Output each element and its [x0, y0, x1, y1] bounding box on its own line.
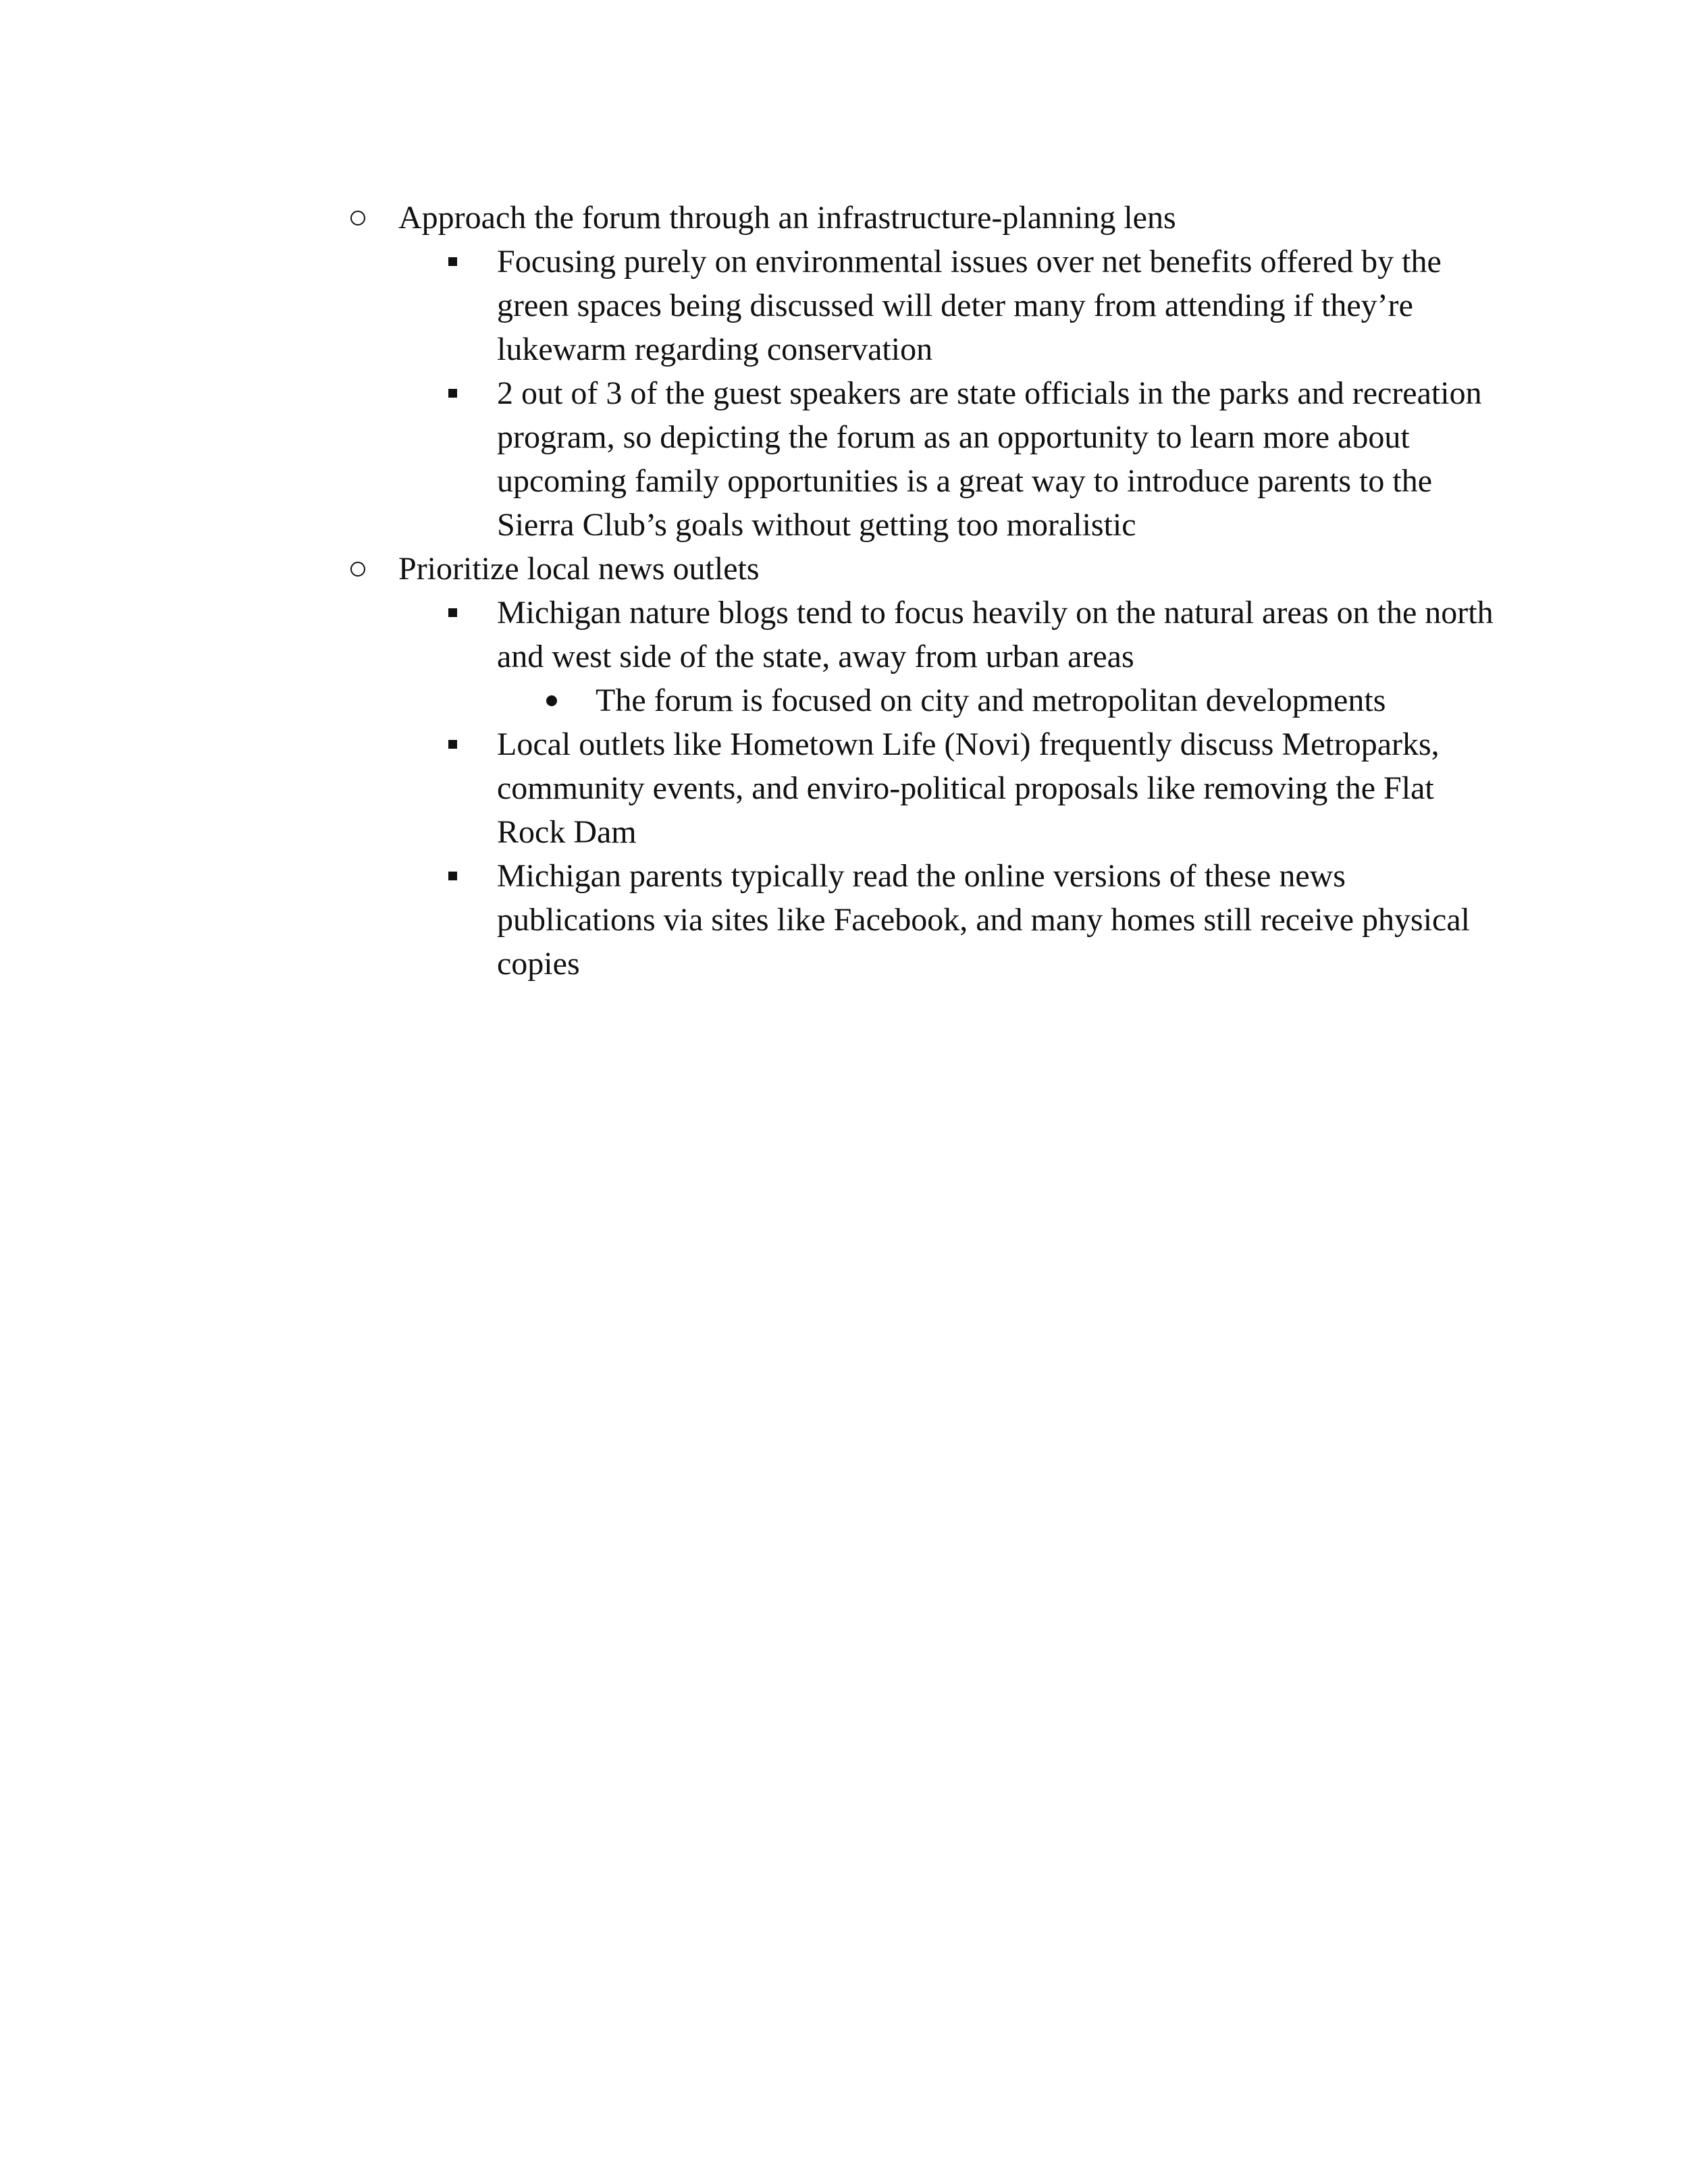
outline-item-text: Prioritize local news outlets: [398, 551, 760, 587]
outline-item-text: The forum is focused on city and metropolitan developments: [596, 683, 1386, 718]
square-bullet-icon: [444, 722, 460, 766]
outline-item-level2: [338, 240, 1499, 371]
outline-item-text: 2 out of 3 of the guest speakers are state officials in the parks and recreation program, so depicting the forum as an opportunity to learn more about upcoming family opportunities is a great way to introduce parents to the Sierra Club’s goals without getting too moralistic: [497, 375, 1482, 543]
outline-item-text: Local outlets like Hometown Life (Novi) frequently discuss Metroparks, community events, and enviro-political proposals like removing the Flat Rock Dam: [497, 726, 1440, 850]
square-bullet-icon: [444, 371, 460, 415]
ring-bullet-icon: [344, 547, 371, 591]
square-bullet-icon: [444, 854, 460, 898]
square-bullet-icon: [444, 591, 460, 635]
dot-bullet-icon: [544, 678, 560, 722]
bullet-outline: [338, 196, 1499, 986]
outline-item-level3: [338, 678, 1499, 722]
outline-item-level2: [338, 722, 1499, 854]
outline-item-text: Approach the forum through an infrastructure-planning lens: [398, 200, 1176, 236]
outline-item-text: Michigan parents typically read the online versions of these news publications via sites like Facebook, and many homes still receive physical copies: [497, 858, 1470, 982]
outline-item-level1: [338, 196, 1499, 240]
ring-bullet-icon: [344, 196, 371, 240]
outline-item-level2: [338, 591, 1499, 678]
outline-item-level2: [338, 371, 1499, 547]
outline-item-level2: [338, 854, 1499, 986]
square-bullet-icon: [444, 240, 460, 284]
outline-item-text: Michigan nature blogs tend to focus heavily on the natural areas on the north and west side of the state, away from urban areas: [497, 595, 1494, 674]
outline-item-level1: [338, 547, 1499, 591]
outline-item-text: Focusing purely on environmental issues over net benefits offered by the green spaces being discussed will deter many from attending if they’re lukewarm regarding conservation: [497, 244, 1442, 367]
